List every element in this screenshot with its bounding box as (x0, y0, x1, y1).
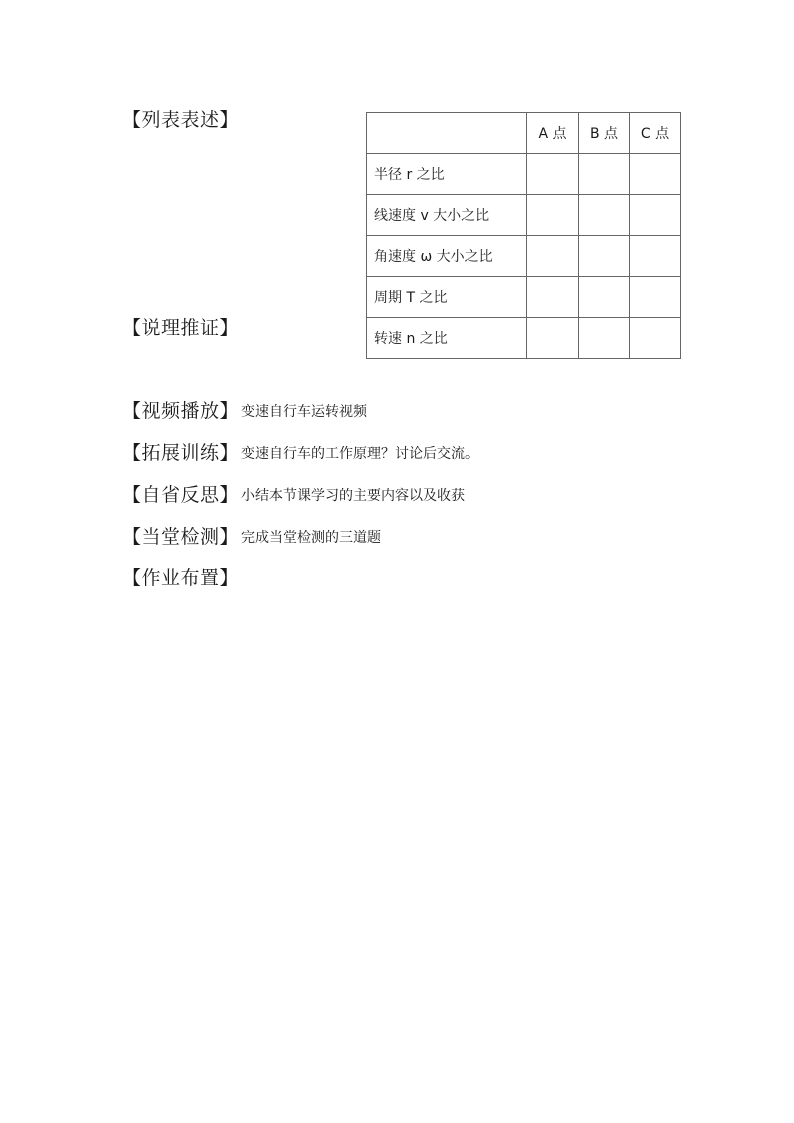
table-row-period (367, 277, 681, 318)
table-row-rotation-speed (367, 318, 681, 359)
row-label-rotation-speed: 转速 n 之比 (367, 318, 527, 359)
cell-angular-velocity-c (630, 236, 681, 277)
cell-rotation-speed-b (579, 318, 630, 359)
row-label-radius: 半径 r 之比 (367, 154, 527, 195)
cell-rotation-speed-a (527, 318, 579, 359)
column-header-b: B 点 (579, 113, 630, 154)
cell-period-a (527, 277, 579, 318)
test-description: 完成当堂检测的三道题 (241, 530, 382, 546)
table-corner-cell (367, 113, 527, 154)
training-section (122, 441, 479, 466)
test-heading-text: 【当堂检测】 (122, 526, 240, 548)
cell-rotation-speed-c (630, 318, 681, 359)
cell-angular-velocity-a (527, 236, 579, 277)
video-description: 变速自行车运转视频 (241, 404, 368, 420)
reflection-description: 小结本节课学习的主要内容以及收获 (241, 488, 466, 504)
video-section (122, 399, 367, 424)
video-heading-text: 【视频播放】 (122, 400, 240, 422)
cell-radius-c (630, 154, 681, 195)
row-label-angular-velocity: 角速度 ω 大小之比 (367, 236, 527, 277)
cell-radius-b (579, 154, 630, 195)
cell-radius-a (527, 154, 579, 195)
training-description: 变速自行车的工作原理？讨论后交流。 (241, 446, 480, 462)
table-row-radius (367, 154, 681, 195)
cell-linear-velocity-c (630, 195, 681, 236)
cell-period-b (579, 277, 630, 318)
list-heading-text: 【列表表述】 (122, 109, 240, 131)
cell-linear-velocity-b (579, 195, 630, 236)
column-header-a: A 点 (527, 113, 579, 154)
reflection-section (122, 483, 465, 508)
reasoning-section-heading (122, 316, 239, 340)
homework-heading-text: 【作业布置】 (122, 567, 240, 589)
training-heading-text: 【拓展训练】 (122, 442, 240, 464)
table-row-linear-velocity (367, 195, 681, 236)
row-label-period: 周期 T 之比 (367, 277, 527, 318)
reflection-heading-text: 【自省反思】 (122, 484, 240, 506)
list-section-heading (122, 108, 239, 132)
homework-section-heading (122, 566, 239, 590)
cell-angular-velocity-b (579, 236, 630, 277)
ratio-table (366, 112, 681, 359)
column-header-c: C 点 (630, 113, 681, 154)
table-row-angular-velocity (367, 236, 681, 277)
reasoning-heading-text: 【说理推证】 (122, 317, 240, 339)
row-label-linear-velocity: 线速度 v 大小之比 (367, 195, 527, 236)
cell-linear-velocity-a (527, 195, 579, 236)
test-section (122, 525, 381, 550)
cell-period-c (630, 277, 681, 318)
table-header-row (367, 113, 681, 154)
